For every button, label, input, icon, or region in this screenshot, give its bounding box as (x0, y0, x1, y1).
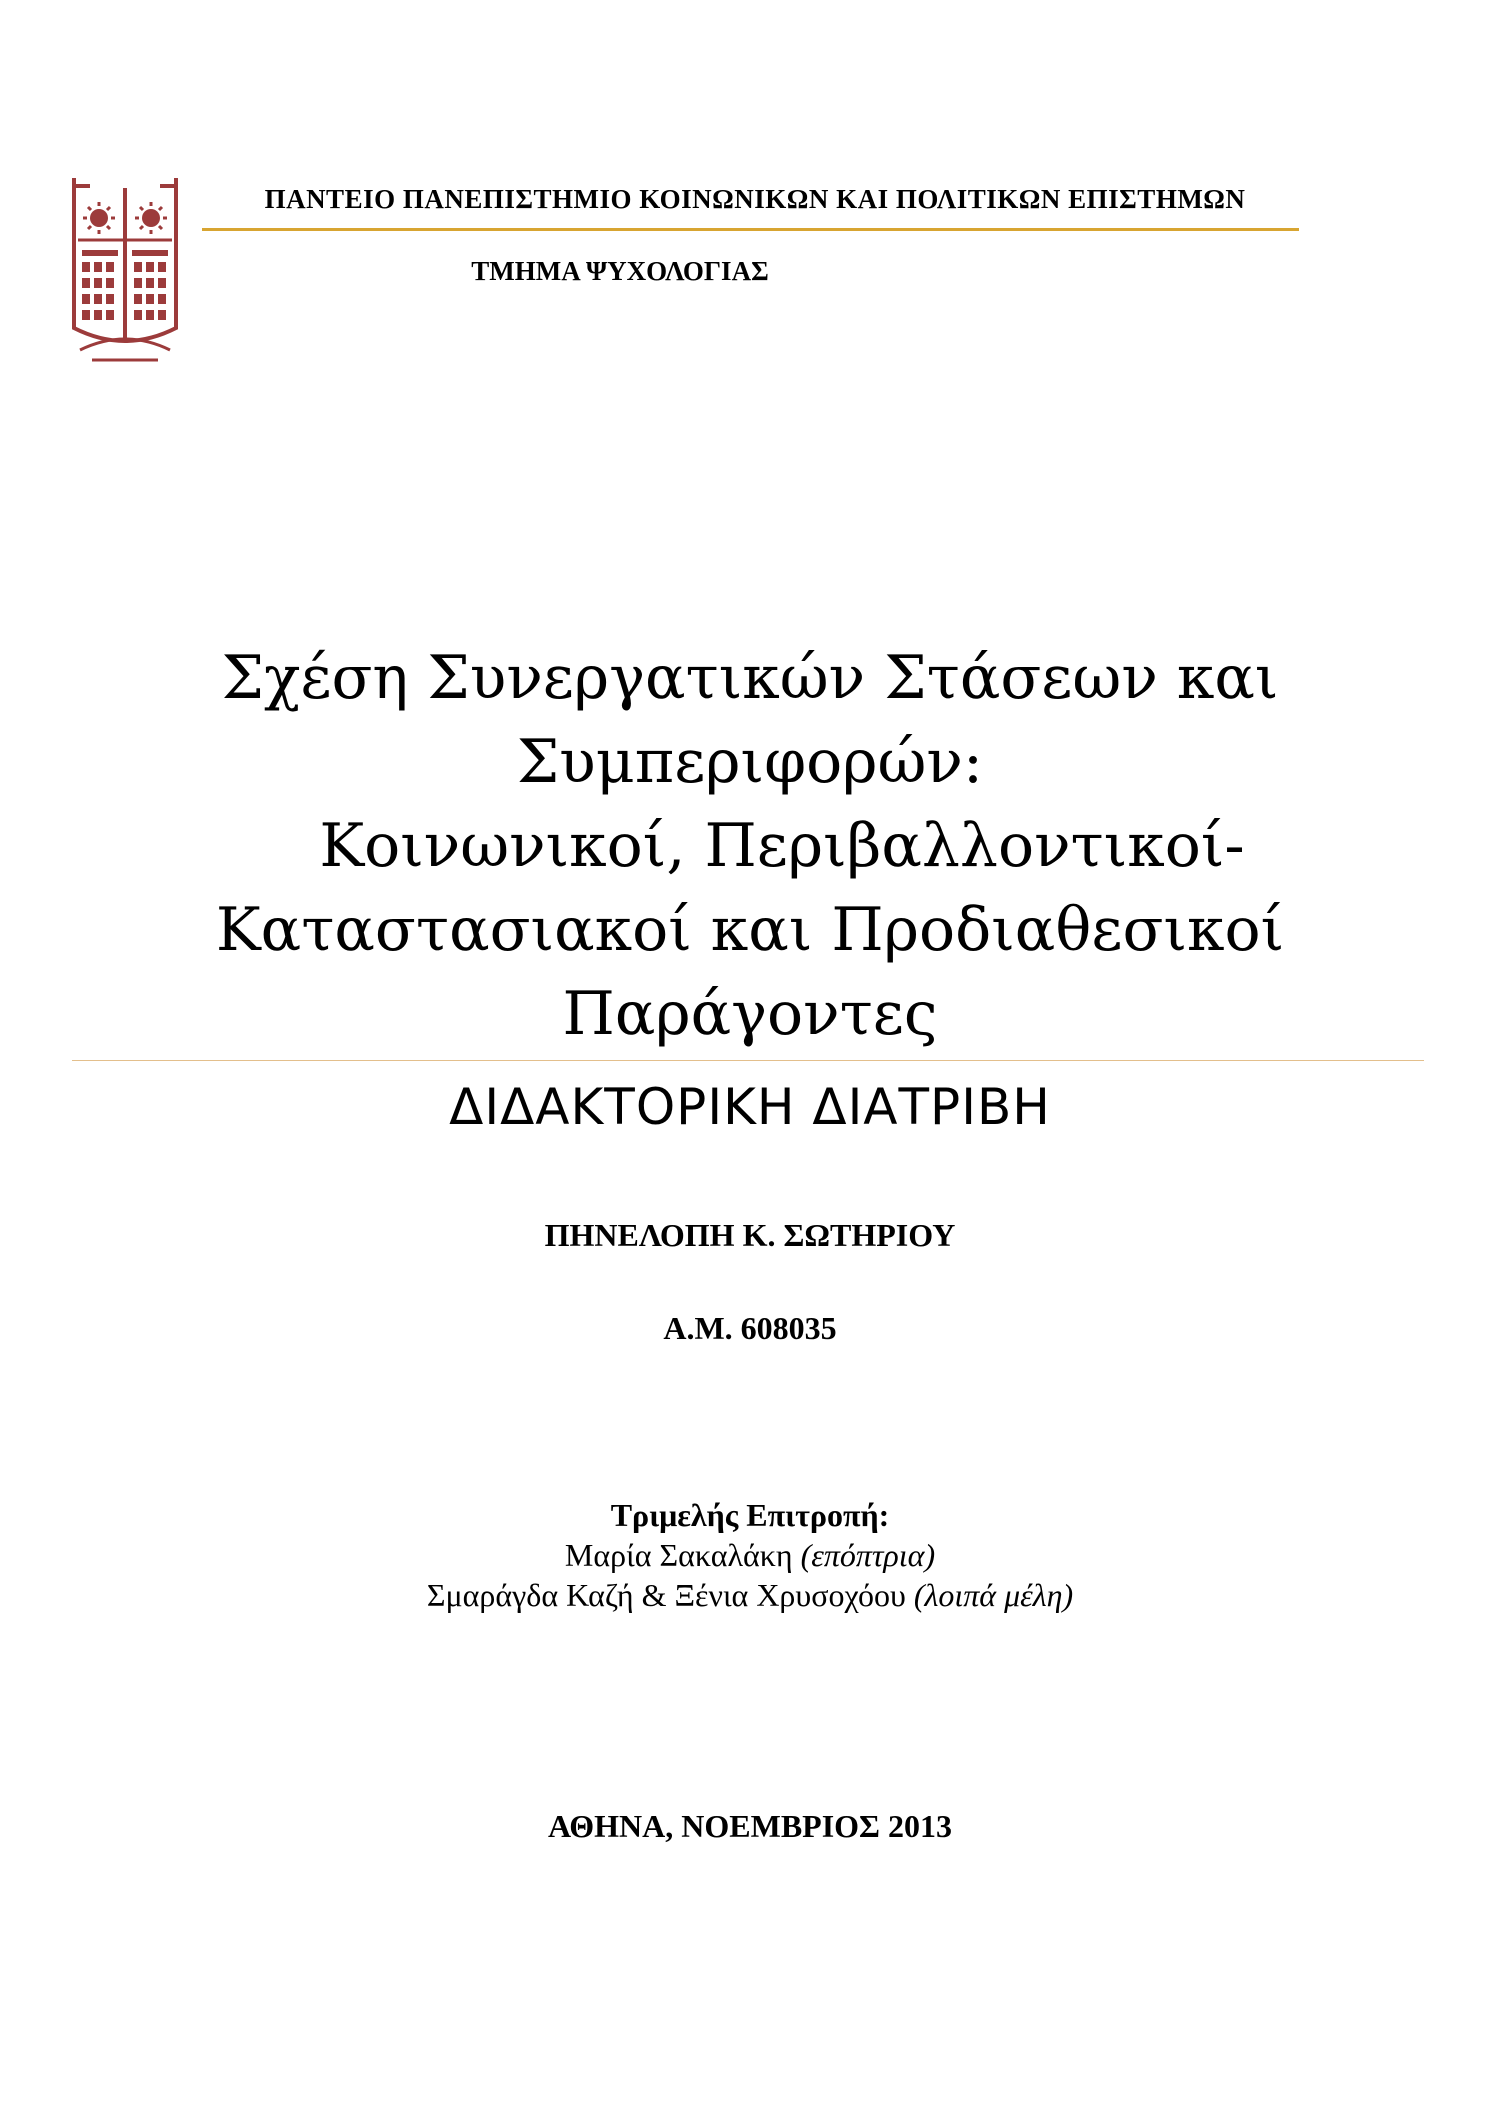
header-divider (202, 228, 1299, 231)
university-name: ΠΑΝΤΕΙΟ ΠΑΝΕΠΙΣΤΗΜΙΟ ΚΟΙΝΩΝΙΚΩΝ ΚΑΙ ΠΟΛΙΤΙΚΩΝ ΕΠΙΣΤΗΜΩΝ (264, 184, 1246, 214)
title-line: Κοινωνικοί, Περιβαλλοντικοί- (319, 811, 1245, 881)
members-role: (λοιπά μέλη) (913, 1577, 1074, 1613)
thesis-title (150, 636, 1350, 1056)
title-line: Συμπεριφορών: (516, 727, 984, 797)
university-logo (72, 178, 178, 363)
committee-heading: Τριμελής Επιτροπή: (610, 1497, 890, 1533)
registration-number: Α.Μ. 608035 (663, 1310, 837, 1346)
department-label: ΤΜΗΜΑ ΨΥΧΟΛΟΓΙΑΣ (471, 256, 769, 286)
committee-supervisor (150, 1535, 1350, 1575)
members-names: Σμαράγδα Καζή & Ξένια Χρυσοχόου (426, 1577, 906, 1613)
title-line: Παράγοντες (562, 979, 938, 1049)
title-line: Καταστασιακοί και Προδιαθεσικοί (215, 895, 1285, 965)
title-divider (72, 1060, 1424, 1061)
committee-members (150, 1575, 1350, 1615)
supervisor-role: (επόπτρια) (800, 1537, 936, 1573)
document-type: ΔΙΔΑΚΤΟΡΙΚΗ ΔΙΑΤΡΙΒΗ (449, 1078, 1051, 1136)
supervisor-name: Μαρία Σακαλάκη (564, 1537, 793, 1573)
place-and-date: ΑΘΗΝΑ, ΝΟΕΜΒΡΙΟΣ 2013 (548, 1808, 952, 1844)
author-name: ΠΗΝΕΛΟΠΗ Κ. ΣΩΤΗΡΙΟΥ (544, 1217, 956, 1253)
committee-block (150, 1495, 1350, 1615)
title-line: Σχέση Συνεργατικών Στάσεων και (221, 643, 1279, 713)
department-name (205, 256, 1305, 287)
